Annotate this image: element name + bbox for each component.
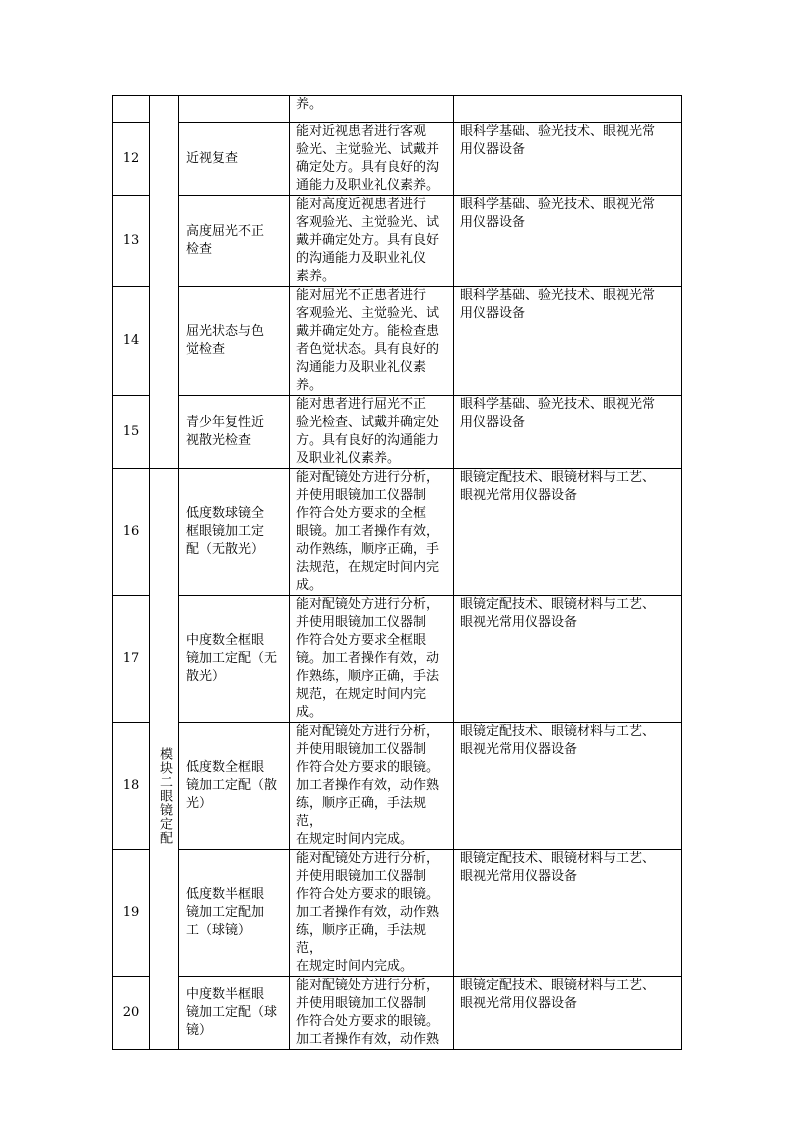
requirement-text: 能对配镜处方进行分析， 并使用眼镜加工仪器制 作符合处方要求的全框 眼镜。加工者操作有效， 动作熟练，顺序正确，手 法规范，在规定时间内完 成。 — [290, 469, 454, 596]
project-name: 中度数全框眼 镜加工定配（无 散光） — [179, 596, 290, 723]
project-name: 低度数半框眼 镜加工定配加 工（球镜） — [179, 850, 290, 977]
row-number: 20 — [113, 977, 150, 1050]
row-number: 13 — [113, 196, 150, 287]
table-row — [113, 850, 682, 977]
related-courses: 眼镜定配技术、眼镜材料与工艺、 眼视光常用仪器设备 — [454, 723, 682, 850]
row-number: 14 — [113, 287, 150, 396]
table-row — [113, 287, 682, 396]
row-number: 15 — [113, 396, 150, 469]
requirement-text: 能对患者进行屈光不正 验光检查、试戴并确定处 方。具有良好的沟通能力 及职业礼仪素养。 — [290, 396, 454, 469]
table-row — [113, 196, 682, 287]
project-name: 低度数全框眼 镜加工定配（散 光） — [179, 723, 290, 850]
row-number: 19 — [113, 850, 150, 977]
requirement-text: 能对配镜处方进行分析， 并使用眼镜加工仪器制 作符合处方要求全框眼 镜。加工者操作有效，动 作熟练，顺序正确，手法 规范，在规定时间内完 成。 — [290, 596, 454, 723]
row-number: 16 — [113, 469, 150, 596]
related-courses: 眼科学基础、验光技术、眼视光常 用仪器设备 — [454, 396, 682, 469]
requirement-text: 能对屈光不正患者进行 客观验光、主觉验光、试 戴并确定处方。能检查患 者色觉状态。具有良好的 沟通能力及职业礼仪素 养。 — [290, 287, 454, 396]
table-row — [113, 723, 682, 850]
module-two-cell — [150, 469, 179, 1050]
row-number: 17 — [113, 596, 150, 723]
project-name: 近视复查 — [179, 123, 290, 196]
related-courses: 眼镜定配技术、眼镜材料与工艺、 眼视光常用仪器设备 — [454, 596, 682, 723]
project-name: 屈光状态与色 觉检查 — [179, 287, 290, 396]
project-name: 青少年复性近 视散光检查 — [179, 396, 290, 469]
requirement-text: 能对配镜处方进行分析， 并使用眼镜加工仪器制 作符合处方要求的眼镜。 加工者操作有效，动作熟 — [290, 977, 454, 1050]
row-number: 18 — [113, 723, 150, 850]
row-number: 12 — [113, 123, 150, 196]
requirement-text: 能对配镜处方进行分析， 并使用眼镜加工仪器制 作符合处方要求的眼镜。 加工者操作有效，动作熟 练，顺序正确，手法规范， 在规定时间内完成。 — [290, 723, 454, 850]
table-row — [113, 396, 682, 469]
requirement-text: 养。 — [296, 97, 323, 112]
requirement-text: 能对配镜处方进行分析， 并使用眼镜加工仪器制 作符合处方要求的眼镜。 加工者操作有效，动作熟 练，顺序正确，手法规范， 在规定时间内完成。 — [290, 850, 454, 977]
courses-cell — [454, 96, 682, 123]
related-courses: 眼镜定配技术、眼镜材料与工艺、 眼视光常用仪器设备 — [454, 850, 682, 977]
curriculum-table — [112, 95, 682, 1050]
project-name: 高度屈光不正 检查 — [179, 196, 290, 287]
project-name: 低度数球镜全 框眼镜加工定 配（无散光） — [179, 469, 290, 596]
table-row — [113, 469, 682, 596]
module-two-label: 模块二眼镜定配 — [157, 747, 172, 845]
related-courses: 眼镜定配技术、眼镜材料与工艺、 眼视光常用仪器设备 — [454, 977, 682, 1050]
requirement-cell — [290, 96, 454, 123]
name-cell — [179, 96, 290, 123]
table-row — [113, 596, 682, 723]
related-courses: 眼镜定配技术、眼镜材料与工艺、 眼视光常用仪器设备 — [454, 469, 682, 596]
related-courses: 眼科学基础、验光技术、眼视光常 用仪器设备 — [454, 123, 682, 196]
num-cell — [113, 96, 150, 123]
related-courses: 眼科学基础、验光技术、眼视光常 用仪器设备 — [454, 287, 682, 396]
table-row — [113, 977, 682, 1050]
requirement-text: 能对近视患者进行客观 验光、主觉验光、试戴并 确定处方。具有良好的沟 通能力及职业礼仪素养。 — [290, 123, 454, 196]
project-name: 中度数半框眼 镜加工定配（球 镜） — [179, 977, 290, 1050]
table-row-continued — [113, 96, 682, 123]
related-courses: 眼科学基础、验光技术、眼视光常 用仪器设备 — [454, 196, 682, 287]
module-one-cell — [150, 96, 179, 469]
table-row — [113, 123, 682, 196]
requirement-text: 能对高度近视患者进行 客观验光、主觉验光、试 戴并确定处方。具有良好 的沟通能力及职业礼仪 素养。 — [290, 196, 454, 287]
